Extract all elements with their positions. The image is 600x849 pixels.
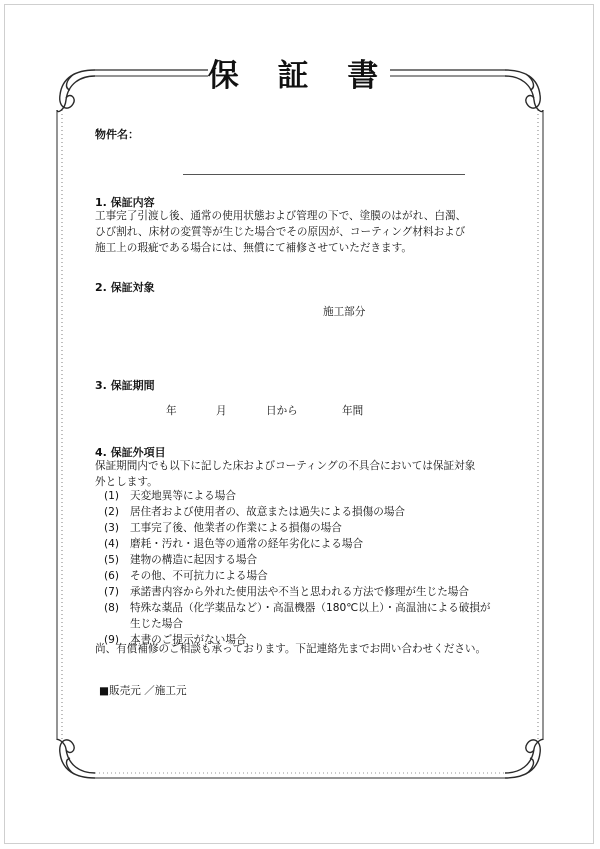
exclusion-item: [104, 600, 491, 632]
exclusion-item: [104, 552, 491, 568]
section-4-intro-line: 保証期間内でも以下に記した床およびコーティングの不具合においては保証対象: [95, 460, 476, 472]
exclusion-text: 磨耗・汚れ・退色等の通常の経年劣化による場合: [130, 538, 364, 550]
exclusion-item: [104, 568, 491, 584]
exclusion-number: (1): [104, 490, 120, 502]
exclusion-text: 居住者および使用者の、故意または過失による損傷の場合: [130, 506, 406, 518]
corner-ornament-bl: [57, 739, 95, 778]
exclusion-number: (4): [104, 538, 120, 550]
section-4-intro-line: 外とします。: [95, 476, 158, 488]
exclusion-text: 本書のご提示がない場合: [130, 634, 247, 646]
section-1-heading: 1. 保証内容: [95, 196, 155, 209]
period-years: 年間: [342, 405, 364, 417]
property-name-underline: [183, 174, 465, 175]
exclusion-number: (5): [104, 554, 120, 566]
exclusion-list: [104, 488, 491, 648]
section-4-intro: [95, 458, 475, 490]
section-1-line: 施工上の瑕疵である場合には、無償にて補修させていただきます。: [95, 242, 412, 254]
exclusion-text: 承諾書内容から外れた使用法や不当と思われる方法で修理が生じた場合: [130, 586, 469, 598]
exclusion-text: その他、不可抗力による場合: [130, 570, 268, 582]
period-year: 年: [166, 405, 177, 417]
exclusion-number: (9): [104, 634, 120, 646]
seller-installer-label: ■販売元 ／施工元: [99, 685, 187, 697]
exclusion-item: [104, 504, 491, 520]
period-from: 日から: [266, 405, 298, 417]
exclusion-item: [104, 520, 491, 536]
exclusion-text: 特殊な薬品（化学薬品など）・高温機器（180℃以上）・高温油による破損が: [130, 602, 491, 614]
coverage-target-text: 施工部分: [323, 306, 366, 318]
section-2-heading: 2. 保証対象: [95, 281, 155, 294]
exclusion-item: [104, 536, 491, 552]
property-name-label: 物件名：: [95, 128, 139, 141]
period-month: 月: [216, 405, 227, 417]
exclusion-item: [104, 584, 491, 600]
exclusion-text: 建物の構造に起因する場合: [130, 554, 258, 566]
exclusion-number: (8): [104, 602, 120, 614]
exclusion-number: (2): [104, 506, 120, 518]
exclusion-text: 工事完了後、他業者の作業による損傷の場合: [130, 522, 342, 534]
section-1-body: [95, 208, 466, 256]
document-title: 保 証 書: [207, 58, 393, 94]
exclusion-item: [104, 488, 491, 504]
section-1-line: ひび割れ、床材の変質等が生じた場合でその原因が、コーティング材料および: [95, 226, 466, 238]
section-4-heading: 4. 保証外項目: [95, 446, 166, 459]
exclusion-text: 生じた場合: [130, 618, 183, 630]
exclusion-number: (6): [104, 570, 120, 582]
section-1-line: 工事完了引渡し後、通常の使用状態および管理の下で、塗膜のはがれ、白濁、: [95, 210, 467, 222]
exclusion-number: (7): [104, 586, 120, 598]
section-3-heading: 3. 保証期間: [95, 379, 155, 392]
closing-note: 尚、有償補修のご相談も承っております。下記連絡先までお問い合わせください。: [95, 643, 487, 655]
corner-ornament-br: [505, 739, 543, 778]
exclusion-number: (3): [104, 522, 120, 534]
exclusion-text: 天変地異等による場合: [130, 490, 236, 502]
